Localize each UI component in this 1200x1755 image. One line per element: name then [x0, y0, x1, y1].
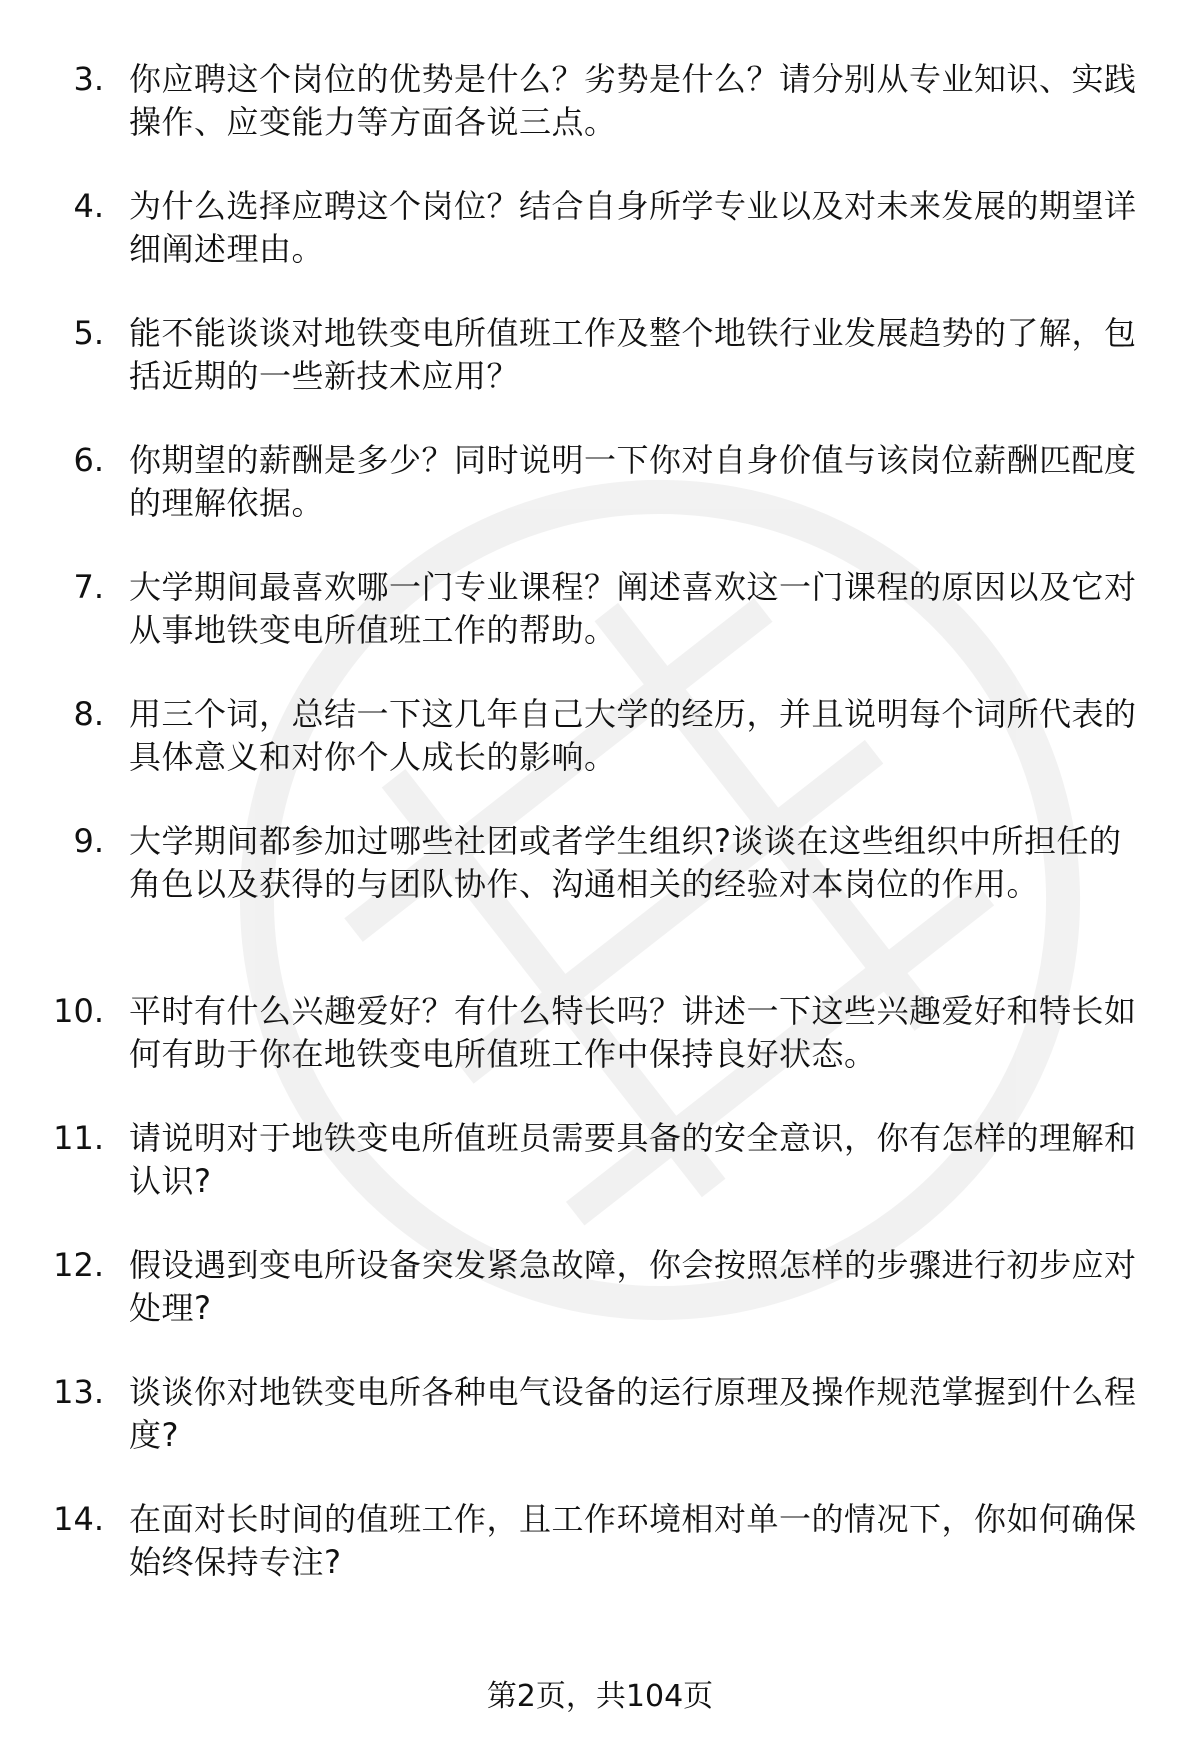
question-item-12 — [0, 1244, 1200, 1330]
question-text: 在面对长时间的值班工作，且工作环境相对单一的情况下，你如何确保始终保持专注? — [129, 1500, 1137, 1581]
question-item-4 — [0, 185, 1200, 271]
question-number: 9. — [73, 822, 104, 860]
question-number: 12. — [53, 1246, 104, 1284]
question-text: 用三个词，总结一下这几年自己大学的经历，并且说明每个词所代表的具体意义和对你个人成长的影响。 — [129, 695, 1137, 776]
question-text: 大学期间都参加过哪些社团或者学生组织?谈谈在这些组织中所担任的角色以及获得的与团队协作、沟通相关的经验对本岗位的作用。 — [129, 822, 1122, 903]
question-number: 6. — [73, 441, 104, 479]
question-number: 4. — [73, 187, 104, 225]
question-number: 5. — [73, 314, 104, 352]
question-text: 请说明对于地铁变电所值班员需要具备的安全意识，你有怎样的理解和认识? — [129, 1119, 1137, 1200]
question-text: 你期望的薪酬是多少？同时说明一下你对自身价值与该岗位薪酬匹配度的理解依据。 — [129, 441, 1137, 522]
page-indicator: 第2页，共104页 — [486, 1679, 714, 1714]
question-text: 你应聘这个岗位的优势是什么？劣势是什么？请分别从专业知识、实践操作、应变能力等方面各说三点。 — [129, 60, 1137, 141]
question-list — [0, 58, 1200, 1625]
question-number: 10. — [53, 992, 104, 1030]
question-number: 13. — [53, 1373, 104, 1411]
question-text: 能不能谈谈对地铁变电所值班工作及整个地铁行业发展趋势的了解，包括近期的一些新技术应用？ — [129, 314, 1137, 395]
question-number: 14. — [53, 1500, 104, 1538]
question-text: 大学期间最喜欢哪一门专业课程？阐述喜欢这一门课程的原因以及它对从事地铁变电所值班工作的帮助。 — [129, 568, 1137, 649]
question-item-8 — [0, 693, 1200, 779]
question-item-13 — [0, 1371, 1200, 1457]
question-item-7 — [0, 566, 1200, 652]
question-number: 3. — [73, 60, 104, 98]
question-text: 假设遇到变电所设备突发紧急故障，你会按照怎样的步骤进行初步应对处理? — [129, 1246, 1137, 1327]
question-number: 7. — [73, 568, 104, 606]
question-number: 11. — [53, 1119, 104, 1157]
question-text: 为什么选择应聘这个岗位？结合自身所学专业以及对未来发展的期望详细阐述理由。 — [129, 187, 1137, 268]
question-item-10 — [0, 990, 1200, 1076]
question-item-5 — [0, 312, 1200, 398]
question-item-6 — [0, 439, 1200, 525]
question-item-11 — [0, 1117, 1200, 1203]
question-text: 平时有什么兴趣爱好？有什么特长吗？讲述一下这些兴趣爱好和特长如何有助于你在地铁变电所值班工作中保持良好状态。 — [129, 992, 1137, 1073]
question-item-9 — [0, 820, 1200, 949]
question-text: 谈谈你对地铁变电所各种电气设备的运行原理及操作规范掌握到什么程度? — [129, 1373, 1137, 1454]
question-item-3 — [0, 58, 1200, 144]
question-item-14 — [0, 1498, 1200, 1584]
question-number: 8. — [73, 695, 104, 733]
